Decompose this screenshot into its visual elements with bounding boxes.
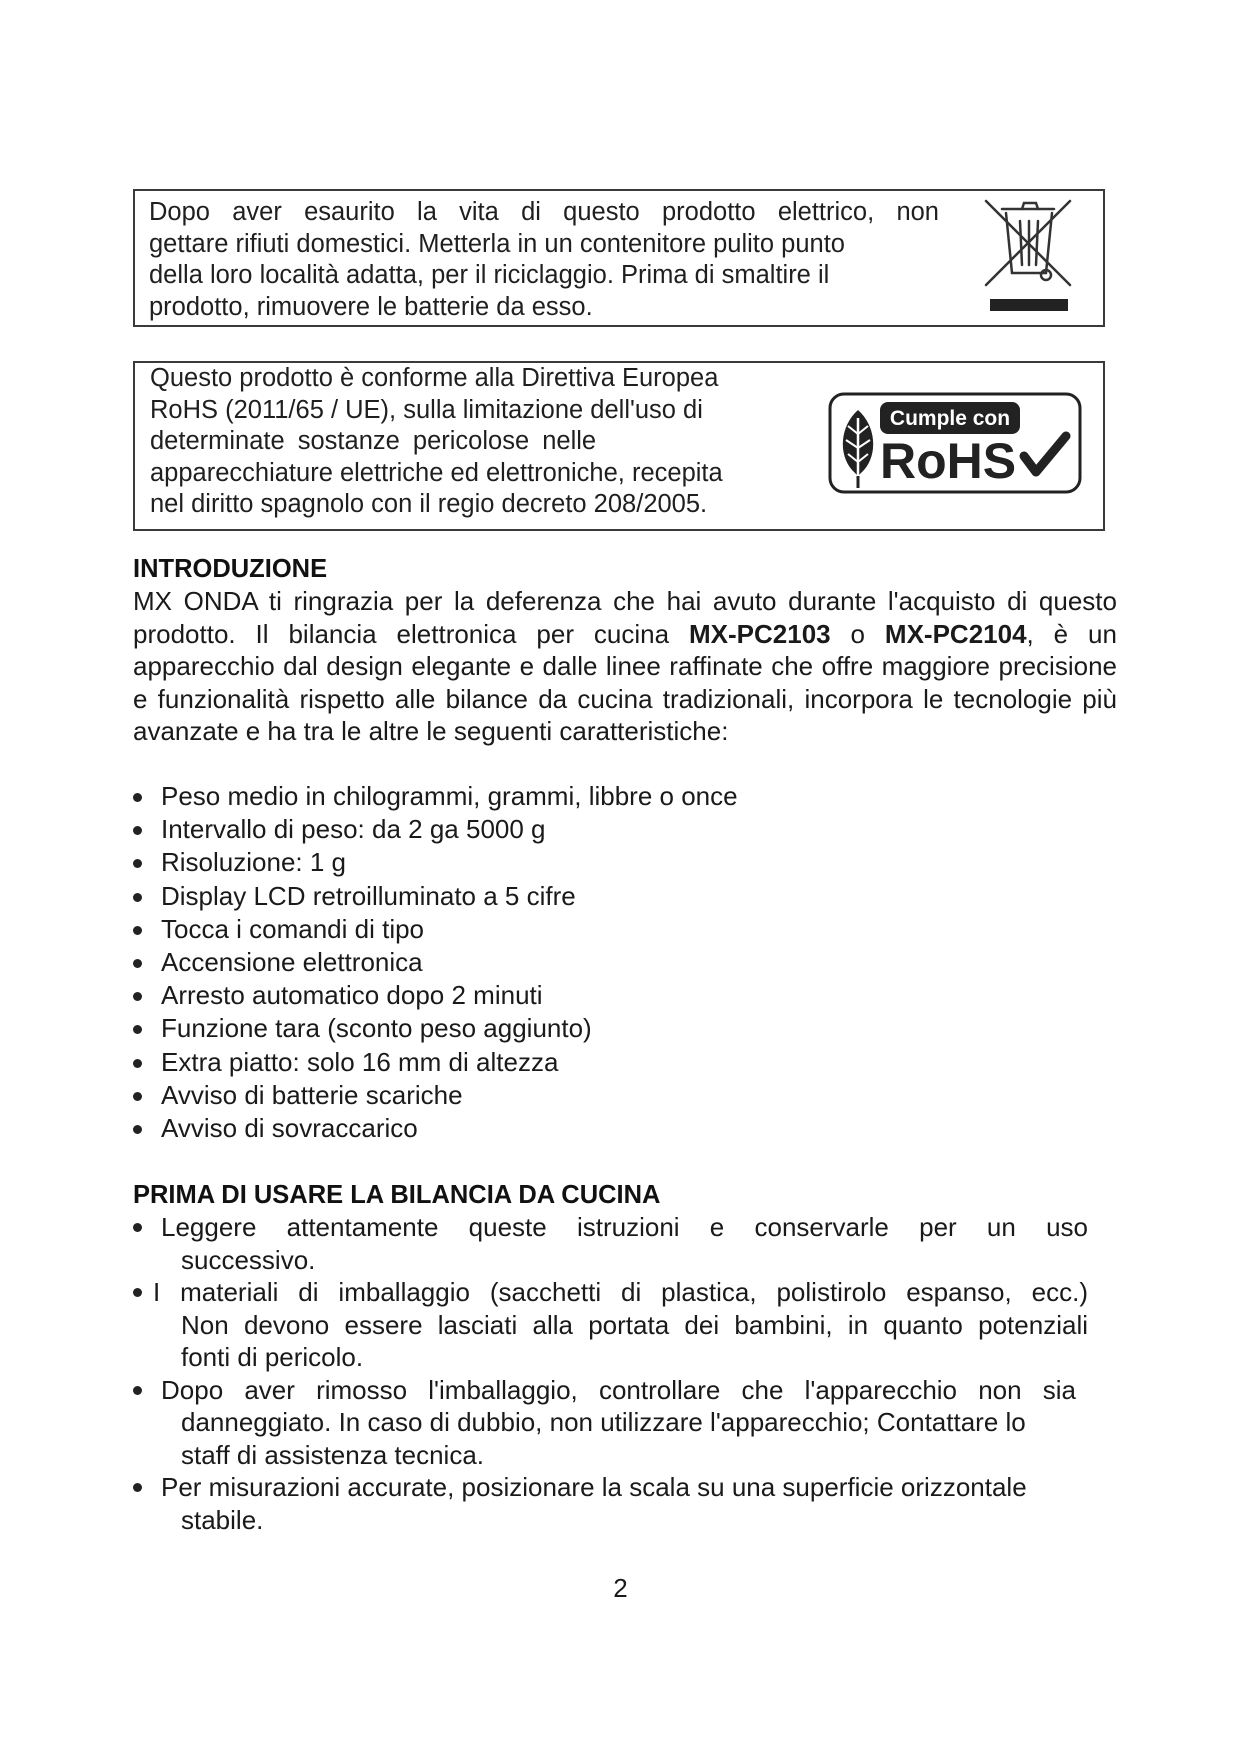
- bullet-icon: [133, 1092, 142, 1101]
- feature-item: Funzione tara (sconto peso aggiunto): [133, 1012, 1033, 1045]
- rohs-line: apparecchiature elettriche ed elettroniche, recepita: [150, 458, 723, 487]
- feature-item: Avviso di sovraccarico: [133, 1112, 1033, 1145]
- bullet-icon: [133, 926, 142, 935]
- bullet-icon: [133, 893, 142, 902]
- feature-item: Display LCD retroilluminato a 5 cifre: [133, 880, 1033, 913]
- instruction-item: Leggere attentamente queste istruzioni e conservarle per un uso successivo.: [133, 1211, 1088, 1276]
- feature-item: Extra piatto: solo 16 mm di altezza: [133, 1046, 1033, 1079]
- rohs-line: nel diritto spagnolo con il regio decreto 208/2005.: [150, 490, 708, 518]
- instruction-item: Dopo aver rimosso l'imballaggio, controllare che l'apparecchio non sia danneggiato. In caso di dubbio, non utilizzare l'apparecchio; Contattare lo staff di assistenza tecnica.: [133, 1374, 1088, 1472]
- weee-notice-box: [133, 189, 1105, 327]
- instruction-item: Per misurazioni accurate, posizionare la scala su una superficie orizzontale stabile.: [133, 1471, 1088, 1536]
- bullet-icon: [133, 959, 142, 968]
- bullet-icon: [133, 1483, 142, 1492]
- rohs-logo-main-text: RoHS: [880, 433, 1017, 489]
- intro-text-after: , è un apparecchio dal design elegante e dalle linee raffinate che offre maggiore precisione e funzionalità rispetto alle bilance da cucina tradizionali, incorpora le tecnologie più avanzate e ha tra le altre le seguenti caratteristiche:: [133, 618, 1117, 746]
- feature-item: Accensione elettronica: [133, 946, 1033, 979]
- bullet-icon: [133, 1223, 142, 1232]
- bullet-icon: [133, 1386, 142, 1395]
- intro-text-before: MX ONDA ti ringrazia per la deferenza che hai avuto durante l'acquisto di questo prodotto. Il bilancia elettronica per cucina: [133, 586, 1117, 649]
- rohs-compliance-logo: [828, 392, 1082, 494]
- weee-line: Dopo aver esaurito la vita di questo prodotto elettrico, non: [149, 198, 939, 226]
- rohs-notice-text: [150, 363, 790, 521]
- crossed-out-wheelie-bin-icon: [980, 195, 1080, 313]
- rohs-logo-top-text: Cumple con: [889, 407, 1011, 430]
- bullet-icon: [133, 1059, 142, 1068]
- weee-line: gettare rifiuti domestici. Metterla in un contenitore pulito punto: [149, 229, 845, 258]
- intro-text-mid: o: [830, 618, 885, 649]
- weee-notice-text: [149, 197, 939, 323]
- rohs-notice-box: [133, 361, 1105, 531]
- weee-line: della loro località adatta, per il riciclaggio. Prima di smaltire il: [149, 261, 830, 289]
- bullet-icon: [133, 859, 142, 868]
- model-number-1: MX-PC2103: [689, 618, 831, 649]
- bullet-icon: [133, 1288, 142, 1297]
- features-list: [133, 780, 1033, 1145]
- feature-item: Peso medio in chilogrammi, grammi, libbre o once: [133, 780, 1033, 813]
- rohs-line: Questo prodotto è conforme alla Direttiva Europea: [150, 364, 719, 392]
- model-number-2: MX-PC2104: [884, 618, 1027, 649]
- feature-item: Arresto automatico dopo 2 minuti: [133, 979, 1033, 1012]
- instruction-item: I materiali di imballaggio (sacchetti di plastica, polistirolo espanso, ecc.) Non devono essere lasciati alla portata dei bambini, in quanto potenziali fonti di pericolo.: [133, 1276, 1088, 1374]
- rohs-line: determinate sostanze pericolose nelle: [150, 427, 597, 455]
- bullet-icon: [133, 1025, 142, 1034]
- intro-heading: INTRODUZIONE: [133, 555, 328, 583]
- usage-instructions-list: [133, 1211, 1088, 1536]
- bullet-icon: [133, 1125, 142, 1134]
- feature-item: Tocca i comandi di tipo: [133, 913, 1033, 946]
- rohs-line: RoHS (2011/65 / UE), sulla limitazione dell'uso di: [150, 395, 703, 424]
- feature-item: Avviso di batterie scariche: [133, 1079, 1033, 1112]
- feature-item: Intervallo di peso: da 2 ga 5000 g: [133, 813, 1033, 846]
- bullet-icon: [133, 992, 142, 1001]
- intro-paragraph: [133, 585, 1117, 748]
- bullet-icon: [133, 793, 142, 802]
- bullet-icon: [133, 826, 142, 835]
- feature-item: Risoluzione: 1 g: [133, 846, 1033, 879]
- page-number: 2: [613, 1573, 628, 1603]
- prima-heading: PRIMA DI USARE LA BILANCIA DA CUCINA: [133, 1181, 661, 1209]
- weee-line: prodotto, rimuovere le batterie da esso.: [149, 292, 593, 321]
